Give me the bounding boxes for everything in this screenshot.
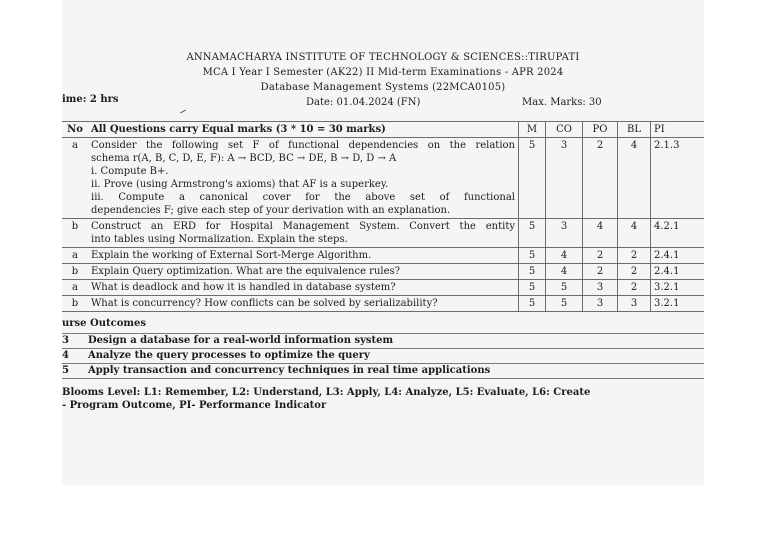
q3b-bl: 3 (618, 296, 651, 312)
pen-mark (180, 110, 186, 114)
outcome-no: 3 (62, 335, 69, 346)
po-pi-legend: - Program Outcome, PI- Performance Indicator (62, 400, 327, 411)
blooms-legend: Blooms Level: L1: Remember, L2: Understand, L3: Apply, L4: Analyze, L5: Evaluate, L6: Create (62, 387, 591, 398)
q1a-line: Consider the following set F of functional dependencies on the relation (91, 140, 515, 151)
q3a-po: 3 (583, 280, 618, 296)
col-m: M (519, 122, 546, 138)
institute-name: ANNAMACHARYA INSTITUTE OF TECHNOLOGY & SCIENCES::TIRUPATI (186, 52, 580, 63)
q1a-line: iii. Compute a canonical cover for the above set of functional (91, 192, 515, 203)
questions-table (62, 121, 704, 312)
q2b-m: 5 (519, 264, 546, 280)
outcome-row (62, 348, 704, 363)
q1b-line: into tables using Normalization. Explain the steps. (91, 234, 348, 245)
q1b-bl: 4 (618, 219, 651, 248)
q3a-no: a (62, 280, 88, 296)
q3a-pi: 3.2.1 (651, 280, 705, 296)
q2a-text: Explain the working of External Sort-Merge Algorithm. (88, 248, 519, 264)
q2b-po: 2 (583, 264, 618, 280)
q3a-bl: 2 (618, 280, 651, 296)
col-bl: BL (618, 122, 651, 138)
q2b-pi: 2.4.1 (651, 264, 705, 280)
q1a-po: 2 (583, 138, 618, 219)
outcome-row (62, 363, 704, 379)
q3b-no: b (62, 296, 88, 312)
outcome-text: Design a database for a real-world information system (88, 335, 394, 346)
outcome-text: Analyze the query processes to optimize the query (88, 350, 370, 361)
col-no: No (62, 122, 88, 138)
col-pi: PI (651, 122, 705, 138)
q1a-pi: 2.1.3 (651, 138, 705, 219)
q1a-no: a (62, 138, 88, 219)
outcome-text: Apply transaction and concurrency techniques in real time applications (88, 365, 491, 376)
q1b-no: b (62, 219, 88, 248)
q2a-m: 5 (519, 248, 546, 264)
outcome-no: 5 (62, 365, 69, 376)
table-row (62, 264, 704, 280)
q1a-bl: 4 (618, 138, 651, 219)
q2a-bl: 2 (618, 248, 651, 264)
col-po: PO (583, 122, 618, 138)
q2a-po: 2 (583, 248, 618, 264)
q2b-bl: 2 (618, 264, 651, 280)
q1b-co: 3 (546, 219, 583, 248)
q3a-m: 5 (519, 280, 546, 296)
q1a-co: 3 (546, 138, 583, 219)
q1b-m: 5 (519, 219, 546, 248)
outcome-no: 4 (62, 350, 69, 361)
exam-paper (62, 0, 704, 485)
table-row (62, 138, 704, 219)
q2b-no: b (62, 264, 88, 280)
q2a-pi: 2.4.1 (651, 248, 705, 264)
q1b-pi: 4.2.1 (651, 219, 705, 248)
q1a-line: ii. Prove (using Armstrong's axioms) that AF is a superkey. (91, 179, 389, 190)
q3b-text: What is concurrency? How conflicts can be solved by serializability? (88, 296, 519, 312)
q2b-text: Explain Query optimization. What are the equivalence rules? (88, 264, 519, 280)
q3b-co: 5 (546, 296, 583, 312)
subject-title: Database Management Systems (22MCA0105) (260, 82, 506, 93)
outcome-row (62, 333, 704, 348)
q3b-po: 3 (583, 296, 618, 312)
table-row (62, 280, 704, 296)
table-row (62, 296, 704, 312)
q1a-line: i. Compute B+. (91, 166, 169, 177)
table-row (62, 248, 704, 264)
table-header-row (62, 122, 704, 138)
q1b-text (88, 219, 519, 248)
col-instructions: All Questions carry Equal marks (3 * 10 = 30 marks) (88, 122, 519, 138)
q1a-line: dependencies F; give each step of your derivation with an explanation. (91, 205, 451, 216)
q2b-co: 4 (546, 264, 583, 280)
q1b-po: 4 (583, 219, 618, 248)
q2a-co: 4 (546, 248, 583, 264)
q2a-no: a (62, 248, 88, 264)
q3b-m: 5 (519, 296, 546, 312)
q3b-pi: 3.2.1 (651, 296, 705, 312)
exam-title: MCA I Year I Semester (AK22) II Mid-term Examinations - APR 2024 (202, 67, 564, 78)
col-co: CO (546, 122, 583, 138)
q1a-line: schema r(A, B, C, D, E, F): A → BCD, BC → DE, B → D, D → A (91, 153, 397, 164)
exam-date: Date: 01.04.2024 (FN) (306, 97, 421, 108)
exam-time: ime: 2 hrs (62, 94, 119, 105)
course-outcomes-title: urse Outcomes (62, 318, 146, 329)
q1a-m: 5 (519, 138, 546, 219)
max-marks: Max. Marks: 30 (522, 97, 602, 108)
q3a-text: What is deadlock and how it is handled in database system? (88, 280, 519, 296)
q1a-text (88, 138, 519, 219)
table-row (62, 219, 704, 248)
q1b-line: Construct an ERD for Hospital Management System. Convert the entity (91, 221, 515, 232)
q3a-co: 5 (546, 280, 583, 296)
